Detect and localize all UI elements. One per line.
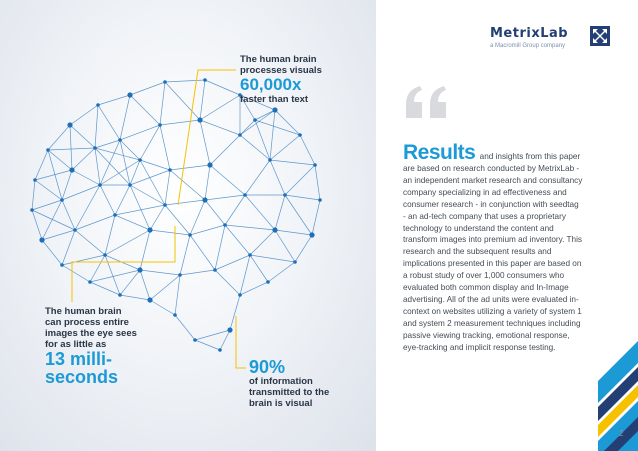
network-node [227,327,232,332]
network-node [103,253,107,257]
network-node [147,297,152,302]
network-node [113,213,117,217]
stat-text: can process entire [45,317,129,328]
arrows-cross-icon [590,26,610,46]
network-node [88,280,92,284]
stat-figure: 90% [249,357,286,377]
network-node [137,267,142,272]
network-node [33,178,37,182]
network-node [283,193,287,197]
network-node [163,80,167,84]
stat-figure: 60,000x [240,75,302,94]
network-node [173,313,177,317]
network-node [223,223,227,227]
stat-text: brain is visual [249,398,313,409]
stat-text: faster than text [240,94,309,105]
stat-text: of information [249,376,313,387]
network-node [178,273,182,277]
network-node [67,122,72,127]
network-node [309,232,314,237]
network-node [127,92,132,97]
network-node [30,208,34,212]
network-node [268,158,272,162]
stat-visual-speed [240,54,360,105]
network-node [202,197,207,202]
network-node [60,198,64,202]
network-node [60,263,64,267]
network-node [46,148,50,152]
stat-text: processes visuals [240,65,322,76]
network-node [73,228,77,232]
stat-figure: 13 milli- [45,349,113,369]
network-node [272,107,277,112]
network-node [98,183,102,187]
stat-text: transmitted to the [249,387,330,398]
stat-figure: seconds [45,367,119,387]
network-node [93,146,97,150]
network-node [213,268,217,272]
callout-line-bottom [236,316,246,368]
network-node [138,158,142,162]
network-node [313,163,317,167]
decorative-stripes [598,341,638,451]
results-body-text: and insights from this paper are based on research conducted by MetrixLab - an independent market research and consultancy company specializing in ad effectiveness and consumer research - in conjunction with seedtag - an ad-tech company that uses a proprietary technology to understand the content and transform images into premium ad inventory. This research and the subsequent results and implications presented in this paper are based on a robust study of over 1,000 consumers who evaluated both common display and In-Image advertising. All of the ad units were evaluated in-context on websites utilizing a variety of system 1 and system 2 measurement techniques including passive viewing tracking, emotional response, eye-tracking and implicit response testing. [403,152,583,352]
network-node [158,123,162,127]
network-node [96,103,100,107]
network-node [238,133,242,137]
network-node [248,253,252,257]
network-node [218,348,222,352]
results-paragraph [403,142,583,354]
network-node [238,293,242,297]
logo-wordmark: MetrixLab [490,26,569,41]
network-node [193,338,197,342]
stat-text: The human brain [45,306,122,317]
stat-text: The human brain [240,54,317,65]
network-node [243,193,247,197]
network-node [253,118,257,122]
network-node [163,203,167,207]
network-node [266,280,270,284]
network-node [318,198,322,202]
network-node [168,168,172,172]
network-node [39,237,44,242]
network-node [298,133,302,137]
network-node [293,260,297,264]
network-node [197,117,202,122]
stat-processing-time [45,306,155,386]
stat-text: for as little as [45,339,107,350]
network-node [272,227,277,232]
stat-visual-information [249,358,359,409]
network-node [147,227,152,232]
network-node [128,183,132,187]
network-node [118,293,122,297]
quote-open-icon [404,84,452,120]
network-node [118,138,122,142]
network-node [207,162,212,167]
stat-text: images the eye sees [45,328,137,339]
network-node [188,233,192,237]
network-node [203,78,207,82]
network-node [69,167,74,172]
results-heading: Results [403,141,476,164]
metrixlab-logo [490,26,610,54]
logo-tagline: a Macromill Group company [490,43,566,49]
page-number: 2 [619,429,624,438]
